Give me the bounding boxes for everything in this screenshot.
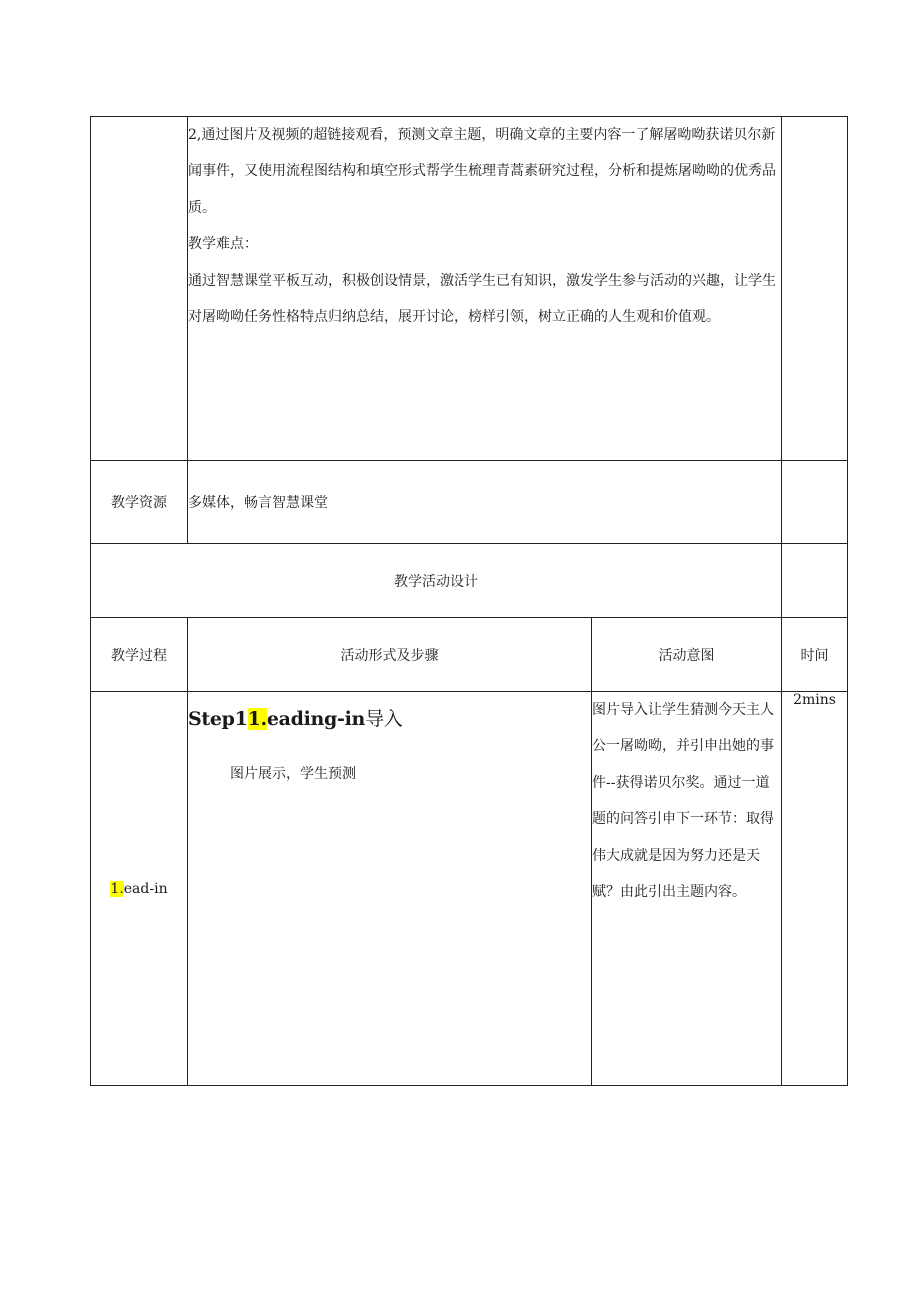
- process-lead-in: [91, 692, 188, 1086]
- resources-empty-cell: [782, 461, 848, 544]
- objectives-label-cell: [91, 117, 188, 461]
- step-name: eading-in: [266, 708, 366, 730]
- column-header-row: [91, 618, 848, 692]
- objectives-row: [91, 117, 848, 461]
- resources-row: [91, 461, 848, 544]
- resources-label: 教学资源: [91, 461, 188, 544]
- intent-text: 图片导入让学生猜测今天主人公一屠呦呦，并引申出她的事件--获得诺贝尔奖。通过一道题的问答引申下一环节：取得伟大成就是因为努力还是天赋？由此引出主题内容。: [592, 692, 782, 1086]
- step-prefix: Step1: [188, 708, 248, 730]
- objectives-text-cell: [188, 117, 782, 461]
- lead-in-row: [91, 692, 848, 1086]
- step-title: [188, 704, 591, 731]
- step-cell: [188, 692, 592, 1086]
- step-description: 图片展示，学生预测: [230, 766, 356, 782]
- objectives-paragraph-2: 通过智慧课堂平板互动，积极创设情景，激活学生已有知识，激发学生参与活动的兴趣，让学生对屠呦呦任务性格特点归纳总结，展开讨论，榜样引领，树立正确的人生观和价值观。: [188, 272, 776, 325]
- objectives-empty-cell: [782, 117, 848, 461]
- step-highlight: 1.: [247, 708, 267, 730]
- process-highlight: 1.: [110, 880, 124, 897]
- time-value: 2mins: [782, 692, 848, 1086]
- activity-design-title: 教学活动设计: [91, 544, 782, 618]
- step-cn: 导入: [365, 708, 403, 730]
- process-text: ead-in: [123, 880, 168, 897]
- column-header-process: 教学过程: [91, 618, 188, 692]
- difficulty-label: 教学难点：: [188, 236, 258, 253]
- resources-value: 多媒体，畅言智慧课堂: [188, 461, 782, 544]
- column-header-intent: 活动意图: [592, 618, 782, 692]
- lesson-plan-table: [90, 116, 848, 1086]
- activity-design-row: [91, 544, 848, 618]
- objectives-paragraph-1: 2,通过图片及视频的超链接观看，预测文章主题，明确文章的主要内容一了解屠呦呦获诺贝尔新闻事件，又使用流程图结构和填空形式帮学生梳理青蒿素研究过程，分析和提炼屠呦呦的优秀品质。: [188, 127, 776, 216]
- column-header-steps: 活动形式及步骤: [188, 618, 592, 692]
- activity-design-empty-cell: [782, 544, 848, 618]
- column-header-time: 时间: [782, 618, 848, 692]
